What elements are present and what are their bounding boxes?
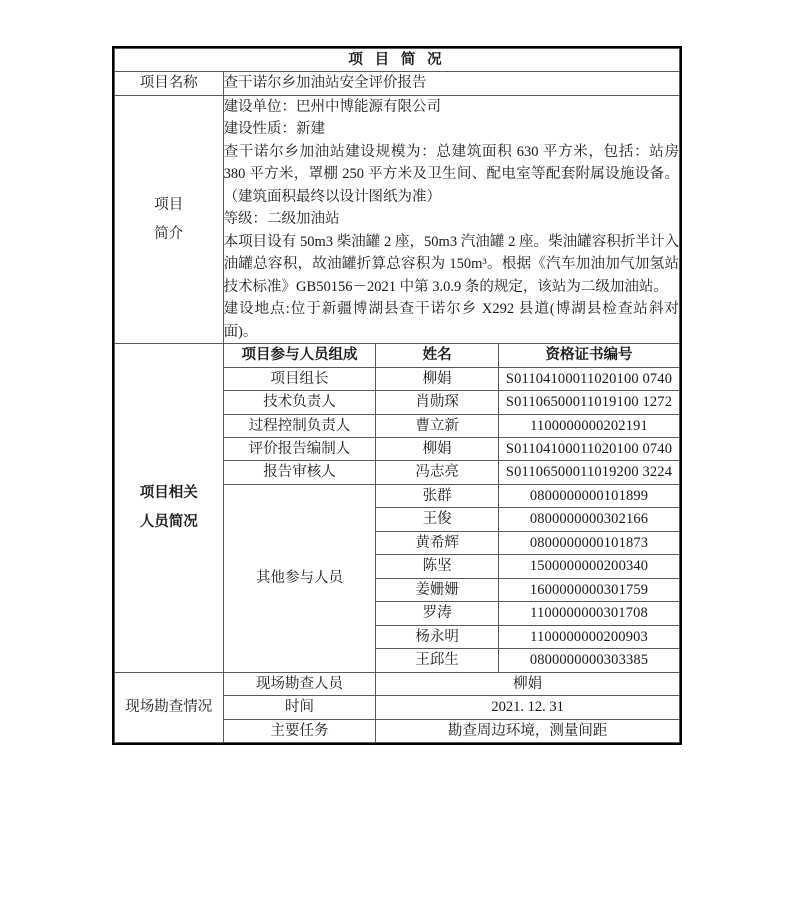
personnel-header-row	[115, 344, 680, 367]
personnel-section-label	[115, 344, 224, 673]
personnel-name: 姜姗姗	[376, 578, 499, 601]
personnel-cert: 0800000000302166	[499, 508, 680, 531]
intro-paragraph: 查干诺尔乡加油站建设规模为：总建筑面积 630 平方米，包括：站房 380 平方米，罩棚 250 平方米及卫生间、配电室等配套附属设施设备。（建筑面积最终以设计图纸为准）	[223, 143, 679, 205]
personnel-cert: 1100000000202191	[499, 414, 680, 437]
personnel-label-line2: 人员简况	[139, 513, 198, 530]
personnel-name: 黄希辉	[376, 531, 499, 554]
personnel-name: 陈坚	[376, 555, 499, 578]
project-name-row	[115, 72, 680, 95]
project-overview-table	[114, 48, 680, 743]
personnel-name: 王邱生	[376, 649, 499, 672]
personnel-cert: S01106500011019200 3224	[499, 461, 680, 484]
intro-paragraph: 本项目设有 50m3 柴油罐 2 座，50m3 汽油罐 2 座。柴油罐容积折半计入油罐总容积，故油罐折算总容积为 150m³。根据《汽车加油加气加氢站技术标准》GB50156－2021 中第 3.0.9 条的规定，该站为二级加油站。	[223, 233, 679, 295]
personnel-cert: 1100000000200903	[499, 625, 680, 648]
column-header-role: 项目参与人员组成	[223, 344, 376, 367]
survey-section-label: 现场勘查情况	[115, 672, 224, 742]
title-row	[115, 49, 680, 72]
column-header-name: 姓名	[376, 344, 499, 367]
personnel-name: 柳娟	[376, 437, 499, 460]
project-intro-label-line2: 简介	[154, 225, 184, 242]
survey-value: 2021. 12. 31	[376, 696, 680, 719]
intro-paragraph: 建设地点:位于新疆博湖县查干诺尔乡 X292 县道(博湖县检查站斜对面)。	[223, 301, 679, 340]
survey-value: 柳娟	[376, 672, 680, 695]
personnel-cert: S01106500011019100 1272	[499, 391, 680, 414]
intro-paragraph: 建设性质：新建	[223, 121, 326, 138]
project-intro-label	[115, 95, 224, 343]
personnel-cert: 1100000000301708	[499, 602, 680, 625]
intro-paragraph: 等级：二级加油站	[223, 211, 340, 228]
personnel-cert: S01104100011020100 0740	[499, 437, 680, 460]
personnel-role: 报告审核人	[223, 461, 376, 484]
survey-value: 勘查周边环境，测量间距	[376, 719, 680, 742]
project-intro-body	[223, 95, 679, 343]
personnel-name: 肖勋琛	[376, 391, 499, 414]
project-intro-row	[115, 95, 680, 343]
personnel-cert: S01104100011020100 0740	[499, 367, 680, 390]
other-personnel-label: 其他参与人员	[223, 484, 376, 672]
personnel-role: 项目组长	[223, 367, 376, 390]
personnel-cert: 0800000000101873	[499, 531, 680, 554]
personnel-role: 评价报告编制人	[223, 437, 376, 460]
project-name-value: 查干诺尔乡加油站安全评价报告	[223, 72, 679, 95]
personnel-cert: 0800000000303385	[499, 649, 680, 672]
personnel-cert: 1600000000301759	[499, 578, 680, 601]
survey-key: 现场勘查人员	[223, 672, 376, 695]
personnel-label-line1: 项目相关	[139, 484, 198, 501]
personnel-role: 技术负责人	[223, 391, 376, 414]
column-header-cert: 资格证书编号	[499, 344, 680, 367]
personnel-role: 过程控制负责人	[223, 414, 376, 437]
page-title: 项 目 简 况	[115, 49, 680, 72]
personnel-name: 冯志亮	[376, 461, 499, 484]
personnel-name: 张群	[376, 484, 499, 507]
survey-key: 主要任务	[223, 719, 376, 742]
survey-key: 时间	[223, 696, 376, 719]
project-intro-label-line1: 项目	[154, 196, 184, 213]
personnel-name: 曹立新	[376, 414, 499, 437]
document-page	[112, 46, 678, 750]
personnel-name: 罗涛	[376, 602, 499, 625]
personnel-name: 杨永明	[376, 625, 499, 648]
project-name-label: 项目名称	[115, 72, 224, 95]
personnel-cert: 0800000000101899	[499, 484, 680, 507]
personnel-cert: 1500000000200340	[499, 555, 680, 578]
intro-paragraph: 建设单位：巴州中博能源有限公司	[223, 98, 442, 115]
personnel-name: 王俊	[376, 508, 499, 531]
personnel-name: 柳娟	[376, 367, 499, 390]
table-outer-frame	[112, 46, 682, 745]
survey-row	[115, 672, 680, 695]
